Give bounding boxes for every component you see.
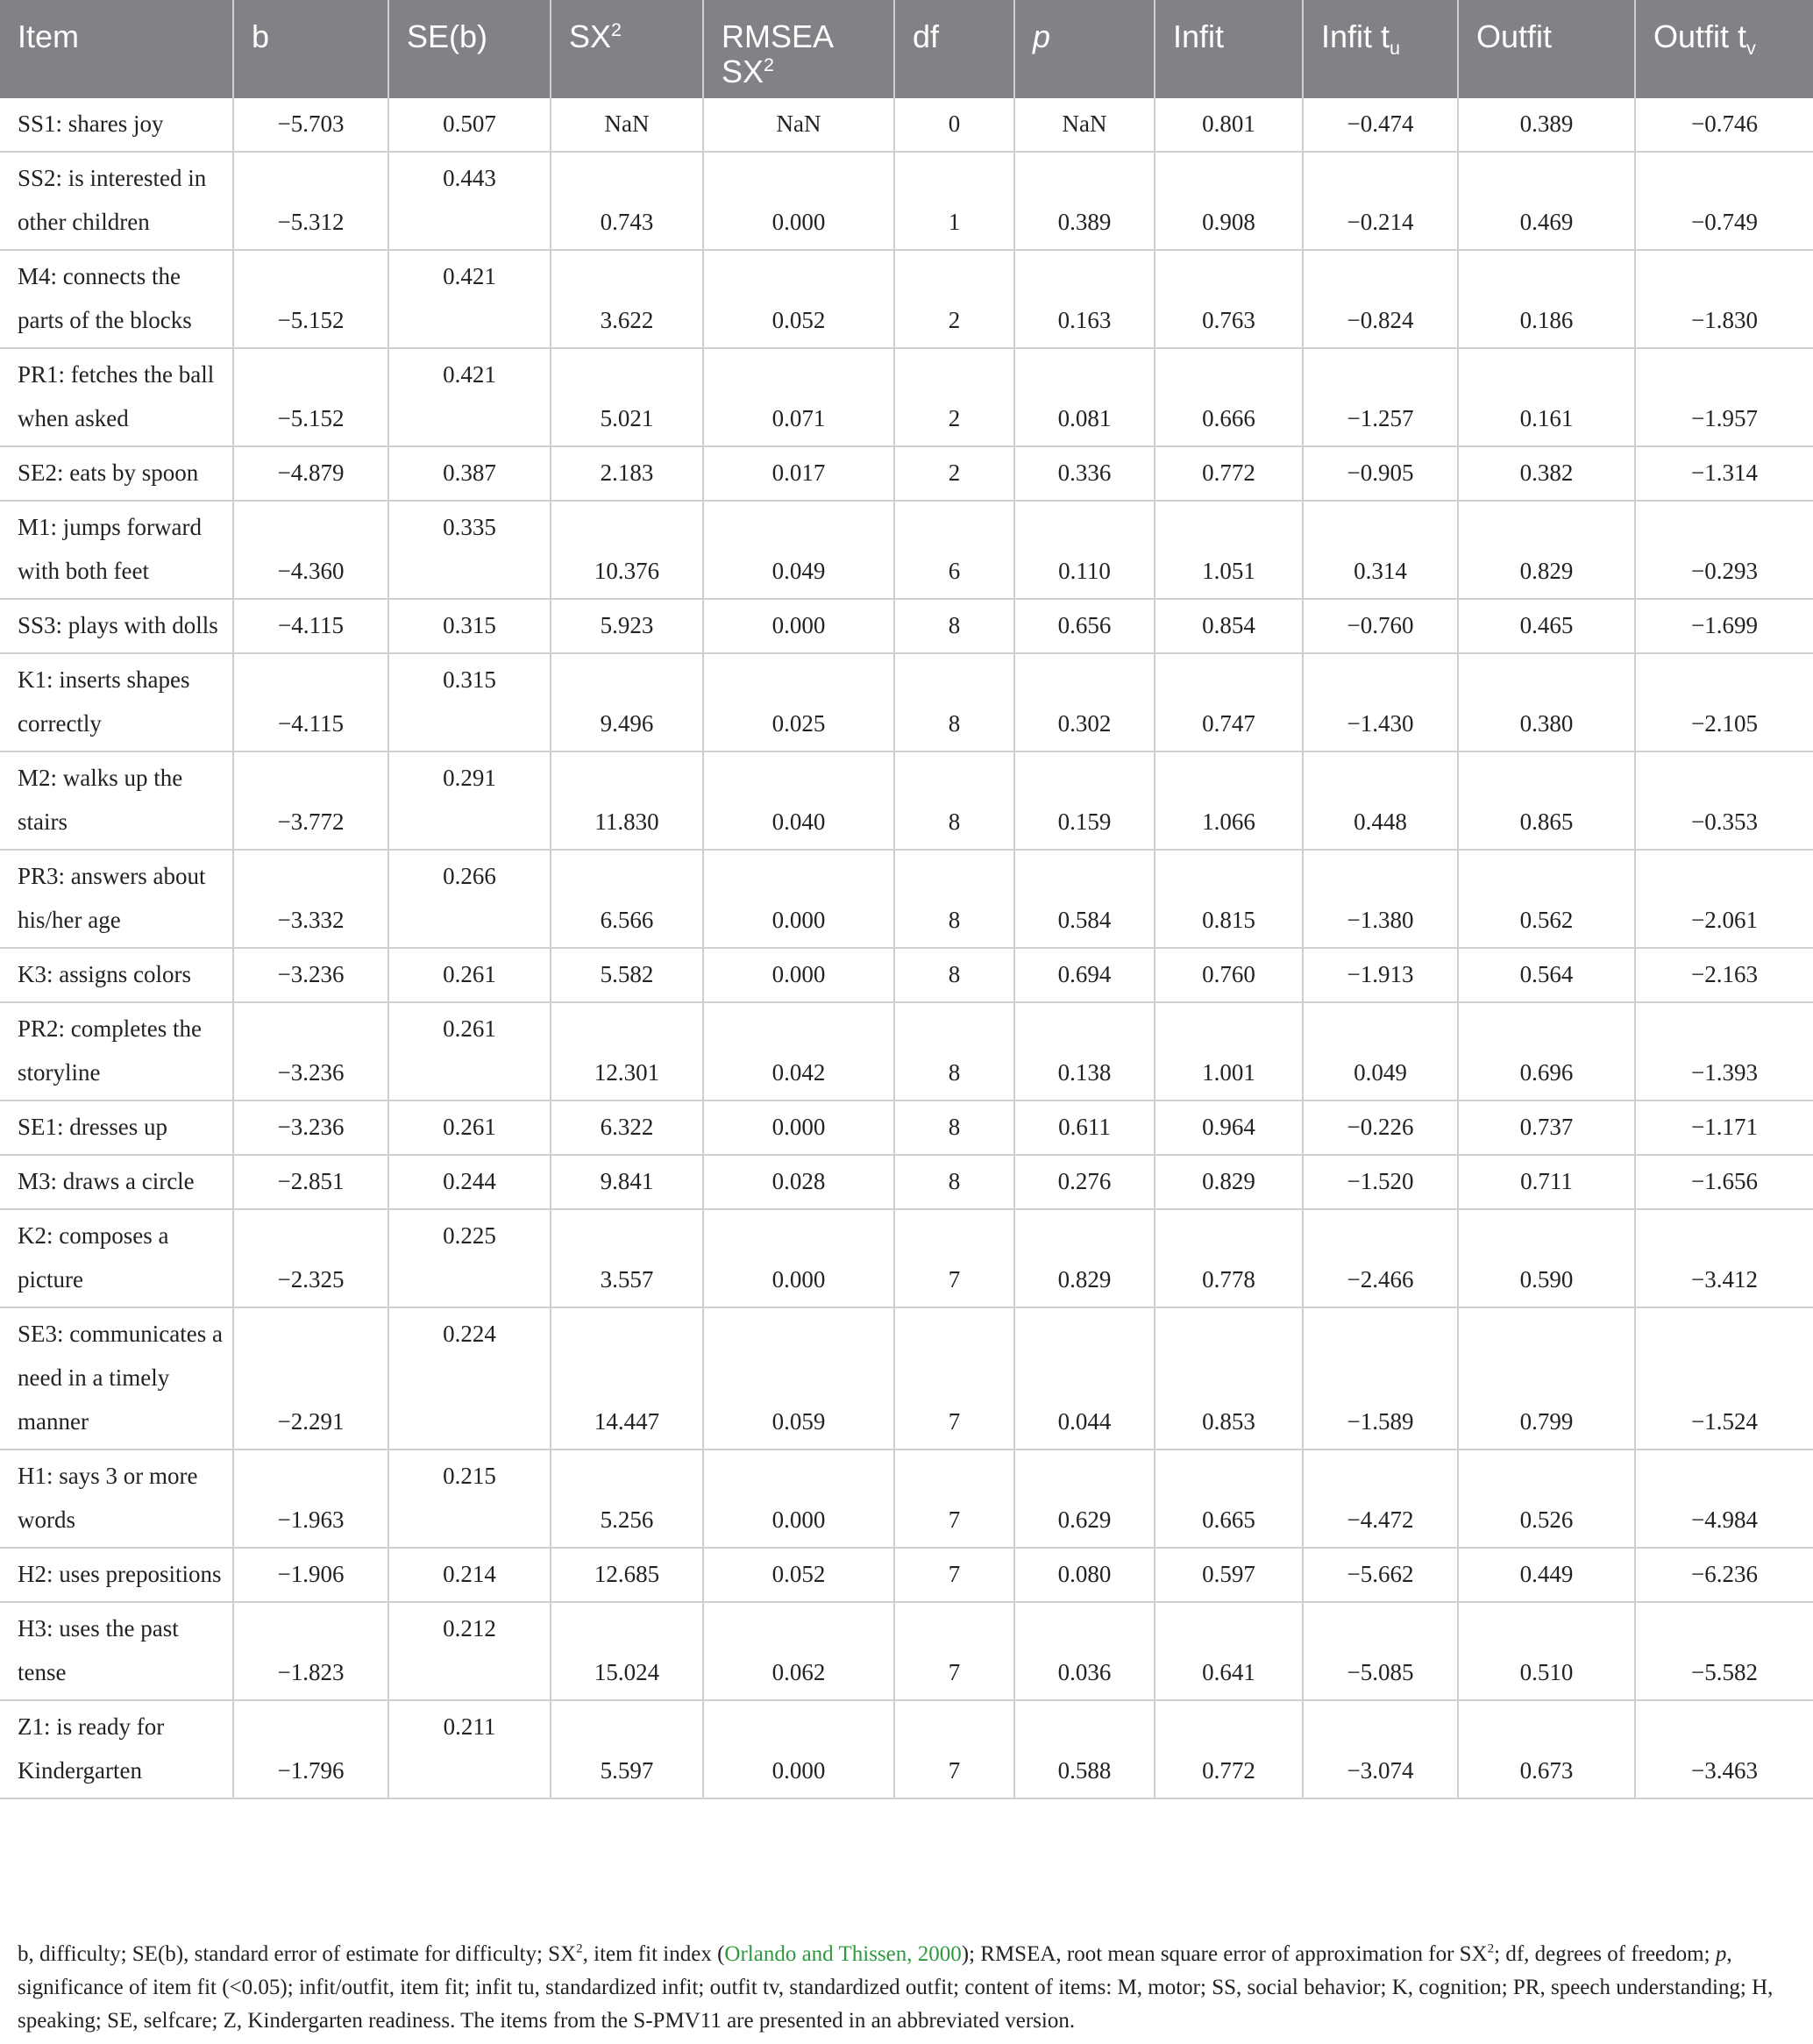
cell-b: −1.963 — [233, 1449, 388, 1548]
cell-outfit-tv: −1.524 — [1635, 1307, 1813, 1449]
cell-df: 8 — [894, 1100, 1014, 1155]
cell-df: 8 — [894, 1155, 1014, 1209]
table-row — [0, 1002, 1813, 1100]
cell-rmsea: 0.028 — [703, 1155, 894, 1209]
cell-df: 8 — [894, 599, 1014, 653]
cell-infit: 1.051 — [1155, 501, 1303, 599]
cell-p: 0.159 — [1014, 751, 1155, 850]
cell-outfit-tv: −0.746 — [1635, 98, 1813, 152]
cell-infit-tu: 0.448 — [1303, 751, 1458, 850]
cell-outfit: 0.590 — [1458, 1209, 1635, 1307]
cell-outfit: 0.510 — [1458, 1602, 1635, 1700]
cell-infit: 0.747 — [1155, 653, 1303, 751]
cell-infit: 0.778 — [1155, 1209, 1303, 1307]
cell-se: 0.215 — [388, 1449, 551, 1548]
cell-p: 0.584 — [1014, 850, 1155, 948]
cell-p: 0.656 — [1014, 599, 1155, 653]
cell-rmsea: 0.017 — [703, 446, 894, 501]
cell-df: 8 — [894, 653, 1014, 751]
cell-infit: 0.964 — [1155, 1100, 1303, 1155]
cell-p: 0.081 — [1014, 348, 1155, 446]
cell-rmsea: 0.040 — [703, 751, 894, 850]
cell-infit-tu: −1.589 — [1303, 1307, 1458, 1449]
cell-p: 0.629 — [1014, 1449, 1155, 1548]
cell-infit-tu: −2.466 — [1303, 1209, 1458, 1307]
cell-se: 0.225 — [388, 1209, 551, 1307]
cell-rmsea: NaN — [703, 98, 894, 152]
cell-outfit-tv: −6.236 — [1635, 1548, 1813, 1602]
table-row — [0, 948, 1813, 1002]
cell-b: −4.879 — [233, 446, 388, 501]
cell-outfit: 0.829 — [1458, 501, 1635, 599]
cell-outfit-tv: −5.582 — [1635, 1602, 1813, 1700]
cell-infit: 0.829 — [1155, 1155, 1303, 1209]
cell-df: 7 — [894, 1449, 1014, 1548]
cell-infit: 0.772 — [1155, 1700, 1303, 1798]
cell-infit-tu: −1.913 — [1303, 948, 1458, 1002]
cell-infit: 1.066 — [1155, 751, 1303, 850]
cell-infit: 0.760 — [1155, 948, 1303, 1002]
cell-b: −2.851 — [233, 1155, 388, 1209]
cell-p: 0.389 — [1014, 152, 1155, 250]
cell-outfit: 0.711 — [1458, 1155, 1635, 1209]
cell-b: −1.796 — [233, 1700, 388, 1798]
cell-se: 0.291 — [388, 751, 551, 850]
cell-b: −2.291 — [233, 1307, 388, 1449]
cell-infit-tu: −0.760 — [1303, 599, 1458, 653]
cell-outfit: 0.469 — [1458, 152, 1635, 250]
cell-b: −5.703 — [233, 98, 388, 152]
table-row — [0, 653, 1813, 751]
cell-item: SS1: shares joy — [0, 98, 233, 152]
table-row — [0, 98, 1813, 152]
cell-outfit: 0.465 — [1458, 599, 1635, 653]
cell-sx2: NaN — [551, 98, 703, 152]
cell-p: 0.163 — [1014, 250, 1155, 348]
table-row — [0, 348, 1813, 446]
cell-infit-tu: 0.049 — [1303, 1002, 1458, 1100]
table-row — [0, 1700, 1813, 1798]
cell-item: SE1: dresses up — [0, 1100, 233, 1155]
cell-sx2: 6.566 — [551, 850, 703, 948]
table-row — [0, 1548, 1813, 1602]
cell-outfit: 0.161 — [1458, 348, 1635, 446]
cell-df: 2 — [894, 250, 1014, 348]
cell-b: −5.152 — [233, 348, 388, 446]
header-se-b: SE(b) — [388, 0, 551, 98]
cell-outfit-tv: −1.656 — [1635, 1155, 1813, 1209]
cell-rmsea: 0.025 — [703, 653, 894, 751]
header-item: Item — [0, 0, 233, 98]
cell-item: SE2: eats by spoon — [0, 446, 233, 501]
cell-rmsea: 0.052 — [703, 250, 894, 348]
cell-outfit-tv: −1.699 — [1635, 599, 1813, 653]
cell-infit-tu: −1.380 — [1303, 850, 1458, 948]
cell-outfit-tv: −2.061 — [1635, 850, 1813, 948]
cell-se: 0.315 — [388, 653, 551, 751]
cell-df: 1 — [894, 152, 1014, 250]
cell-b: −3.332 — [233, 850, 388, 948]
cell-infit-tu: −5.662 — [1303, 1548, 1458, 1602]
cell-p: 0.336 — [1014, 446, 1155, 501]
cell-rmsea: 0.049 — [703, 501, 894, 599]
cell-outfit-tv: −1.957 — [1635, 348, 1813, 446]
cell-rmsea: 0.000 — [703, 599, 894, 653]
cell-rmsea: 0.052 — [703, 1548, 894, 1602]
cell-infit-tu: 0.314 — [1303, 501, 1458, 599]
cell-sx2: 5.256 — [551, 1449, 703, 1548]
cell-outfit: 0.382 — [1458, 446, 1635, 501]
cell-outfit-tv: −2.163 — [1635, 948, 1813, 1002]
cell-b: −4.360 — [233, 501, 388, 599]
cell-b: −5.152 — [233, 250, 388, 348]
cell-infit: 0.772 — [1155, 446, 1303, 501]
cell-sx2: 5.923 — [551, 599, 703, 653]
cell-outfit: 0.449 — [1458, 1548, 1635, 1602]
cell-sx2: 2.183 — [551, 446, 703, 501]
cell-item: H1: says 3 or more words — [0, 1449, 233, 1548]
cell-df: 0 — [894, 98, 1014, 152]
cell-outfit: 0.389 — [1458, 98, 1635, 152]
cell-sx2: 9.496 — [551, 653, 703, 751]
cell-item: SE3: communicates a need in a timely manner — [0, 1307, 233, 1449]
table-row — [0, 599, 1813, 653]
header-infit: Infit — [1155, 0, 1303, 98]
table-row — [0, 1209, 1813, 1307]
cell-df: 7 — [894, 1602, 1014, 1700]
cell-infit-tu: −0.905 — [1303, 446, 1458, 501]
header-rmsea-sx2: RMSEA $SX^2$ — [703, 0, 894, 98]
cell-b: −4.115 — [233, 653, 388, 751]
cell-infit-tu: −5.085 — [1303, 1602, 1458, 1700]
cell-se: 0.443 — [388, 152, 551, 250]
cell-sx2: 3.622 — [551, 250, 703, 348]
cell-outfit-tv: −1.393 — [1635, 1002, 1813, 1100]
cell-df: 8 — [894, 948, 1014, 1002]
cell-b: −5.312 — [233, 152, 388, 250]
cell-rmsea: 0.042 — [703, 1002, 894, 1100]
cell-rmsea: 0.000 — [703, 1449, 894, 1548]
cell-infit-tu: −3.074 — [1303, 1700, 1458, 1798]
table-row — [0, 751, 1813, 850]
cell-infit: 0.801 — [1155, 98, 1303, 152]
table-row — [0, 1100, 1813, 1155]
cell-se: 0.421 — [388, 250, 551, 348]
cell-sx2: 3.557 — [551, 1209, 703, 1307]
cell-item: PR3: answers about his/her age — [0, 850, 233, 948]
cell-outfit-tv: −0.293 — [1635, 501, 1813, 599]
cell-se: 0.261 — [388, 1002, 551, 1100]
cell-rmsea: 0.062 — [703, 1602, 894, 1700]
table-row — [0, 1602, 1813, 1700]
cell-outfit: 0.562 — [1458, 850, 1635, 948]
cell-se: 0.261 — [388, 1100, 551, 1155]
table-row — [0, 446, 1813, 501]
cell-sx2: 11.830 — [551, 751, 703, 850]
cell-outfit: 0.865 — [1458, 751, 1635, 850]
header-outfit-tv: Outfit $t_v$ — [1635, 0, 1813, 98]
cell-outfit: 0.186 — [1458, 250, 1635, 348]
cell-se: 0.212 — [388, 1602, 551, 1700]
cell-outfit-tv: −1.314 — [1635, 446, 1813, 501]
cell-item: H2: uses prepositions — [0, 1548, 233, 1602]
cell-outfit-tv: −3.463 — [1635, 1700, 1813, 1798]
cell-se: 0.507 — [388, 98, 551, 152]
cell-outfit: 0.673 — [1458, 1700, 1635, 1798]
cell-se: 0.244 — [388, 1155, 551, 1209]
cell-infit: 0.908 — [1155, 152, 1303, 250]
table-header-row — [0, 0, 1813, 98]
cell-outfit-tv: −1.830 — [1635, 250, 1813, 348]
cell-se: 0.224 — [388, 1307, 551, 1449]
cell-infit-tu: −1.257 — [1303, 348, 1458, 446]
cell-infit: 0.763 — [1155, 250, 1303, 348]
header-sx2: $SX^2$ — [551, 0, 703, 98]
cell-sx2: 14.447 — [551, 1307, 703, 1449]
cell-df: 2 — [894, 446, 1014, 501]
header-p: p — [1014, 0, 1155, 98]
cell-b: −4.115 — [233, 599, 388, 653]
cell-item: K1: inserts shapes correctly — [0, 653, 233, 751]
citation-link[interactable]: Orlando and Thissen, 2000 — [724, 1942, 962, 1966]
cell-b: −3.236 — [233, 1100, 388, 1155]
cell-se: 0.261 — [388, 948, 551, 1002]
table-row — [0, 501, 1813, 599]
cell-df: 8 — [894, 1002, 1014, 1100]
cell-infit: 1.001 — [1155, 1002, 1303, 1100]
cell-rmsea: 0.000 — [703, 948, 894, 1002]
cell-item: M1: jumps forward with both feet — [0, 501, 233, 599]
cell-rmsea: 0.000 — [703, 1100, 894, 1155]
table-row — [0, 152, 1813, 250]
cell-infit-tu: −1.520 — [1303, 1155, 1458, 1209]
cell-sx2: 0.743 — [551, 152, 703, 250]
cell-b: −1.906 — [233, 1548, 388, 1602]
cell-outfit-tv: −0.353 — [1635, 751, 1813, 850]
cell-sx2: 6.322 — [551, 1100, 703, 1155]
cell-rmsea: 0.000 — [703, 152, 894, 250]
cell-infit: 0.815 — [1155, 850, 1303, 948]
cell-se: 0.266 — [388, 850, 551, 948]
cell-rmsea: 0.000 — [703, 850, 894, 948]
cell-item: PR1: fetches the ball when asked — [0, 348, 233, 446]
cell-se: 0.421 — [388, 348, 551, 446]
cell-sx2: 5.021 — [551, 348, 703, 446]
cell-p: NaN — [1014, 98, 1155, 152]
cell-infit-tu: −0.226 — [1303, 1100, 1458, 1155]
cell-item: M4: connects the parts of the blocks — [0, 250, 233, 348]
cell-sx2: 5.582 — [551, 948, 703, 1002]
cell-p: 0.080 — [1014, 1548, 1155, 1602]
cell-p: 0.611 — [1014, 1100, 1155, 1155]
table-footnote: b, difficulty; SE(b), standard error of estimate for difficulty; $SX^2$, item fit index (Orlando and Thissen, 2000); RMSEA, root mean square error of approximation for $SX^2$; df, degrees of freedom; p, significance of item fit (<0.05); infit/outfit, item fit; infit tu, standardized infit; outfit tv, standardized outfit; content of items: M, motor; SS, social behavior; K, cognition; PR, speech understanding; H, speaking; SE, selfcare; Z, Kindergarten readiness. The items from the S-PMV11 are presented in an abbreviated version. — [18, 1941, 1774, 2033]
cell-outfit-tv: −4.984 — [1635, 1449, 1813, 1548]
cell-infit-tu: −0.824 — [1303, 250, 1458, 348]
header-outfit: Outfit — [1458, 0, 1635, 98]
cell-p: 0.036 — [1014, 1602, 1155, 1700]
cell-infit-tu: −0.214 — [1303, 152, 1458, 250]
cell-sx2: 9.841 — [551, 1155, 703, 1209]
cell-infit: 0.597 — [1155, 1548, 1303, 1602]
cell-df: 6 — [894, 501, 1014, 599]
cell-b: −1.823 — [233, 1602, 388, 1700]
cell-se: 0.387 — [388, 446, 551, 501]
table-row — [0, 850, 1813, 948]
cell-df: 7 — [894, 1548, 1014, 1602]
cell-sx2: 12.685 — [551, 1548, 703, 1602]
cell-outfit: 0.380 — [1458, 653, 1635, 751]
cell-rmsea: 0.059 — [703, 1307, 894, 1449]
cell-infit-tu: −1.430 — [1303, 653, 1458, 751]
cell-df: 8 — [894, 850, 1014, 948]
cell-p: 0.694 — [1014, 948, 1155, 1002]
cell-outfit: 0.799 — [1458, 1307, 1635, 1449]
cell-outfit: 0.737 — [1458, 1100, 1635, 1155]
cell-infit: 0.641 — [1155, 1602, 1303, 1700]
cell-item: M3: draws a circle — [0, 1155, 233, 1209]
cell-sx2: 12.301 — [551, 1002, 703, 1100]
cell-p: 0.588 — [1014, 1700, 1155, 1798]
cell-outfit: 0.526 — [1458, 1449, 1635, 1548]
cell-rmsea: 0.000 — [703, 1700, 894, 1798]
table-row — [0, 1155, 1813, 1209]
cell-df: 2 — [894, 348, 1014, 446]
header-b: b — [233, 0, 388, 98]
cell-se: 0.214 — [388, 1548, 551, 1602]
cell-infit-tu: −0.474 — [1303, 98, 1458, 152]
cell-df: 8 — [894, 751, 1014, 850]
cell-item: SS3: plays with dolls — [0, 599, 233, 653]
table-row — [0, 1307, 1813, 1449]
header-infit-tu: Infit $t_u$ — [1303, 0, 1458, 98]
cell-p: 0.044 — [1014, 1307, 1155, 1449]
cell-p: 0.302 — [1014, 653, 1155, 751]
cell-p: 0.276 — [1014, 1155, 1155, 1209]
cell-infit: 0.666 — [1155, 348, 1303, 446]
cell-outfit: 0.564 — [1458, 948, 1635, 1002]
cell-sx2: 5.597 — [551, 1700, 703, 1798]
cell-df: 7 — [894, 1700, 1014, 1798]
cell-infit: 0.853 — [1155, 1307, 1303, 1449]
cell-b: −3.236 — [233, 1002, 388, 1100]
cell-p: 0.110 — [1014, 501, 1155, 599]
cell-item: PR2: completes the storyline — [0, 1002, 233, 1100]
cell-infit: 0.854 — [1155, 599, 1303, 653]
cell-infit-tu: −4.472 — [1303, 1449, 1458, 1548]
table-row — [0, 1449, 1813, 1548]
cell-se: 0.211 — [388, 1700, 551, 1798]
cell-df: 7 — [894, 1307, 1014, 1449]
header-df: df — [894, 0, 1014, 98]
cell-b: −2.325 — [233, 1209, 388, 1307]
cell-rmsea: 0.000 — [703, 1209, 894, 1307]
cell-item: K2: composes a picture — [0, 1209, 233, 1307]
cell-b: −3.236 — [233, 948, 388, 1002]
cell-item: SS2: is interested in other children — [0, 152, 233, 250]
cell-sx2: 15.024 — [551, 1602, 703, 1700]
cell-se: 0.335 — [388, 501, 551, 599]
cell-p: 0.829 — [1014, 1209, 1155, 1307]
cell-outfit-tv: −0.749 — [1635, 152, 1813, 250]
cell-b: −3.772 — [233, 751, 388, 850]
cell-outfit-tv: −1.171 — [1635, 1100, 1813, 1155]
cell-se: 0.315 — [388, 599, 551, 653]
cell-outfit-tv: −3.412 — [1635, 1209, 1813, 1307]
cell-outfit: 0.696 — [1458, 1002, 1635, 1100]
cell-df: 7 — [894, 1209, 1014, 1307]
cell-sx2: 10.376 — [551, 501, 703, 599]
cell-infit: 0.665 — [1155, 1449, 1303, 1548]
cell-item: M2: walks up the stairs — [0, 751, 233, 850]
table-row — [0, 250, 1813, 348]
cell-rmsea: 0.071 — [703, 348, 894, 446]
cell-item: K3: assigns colors — [0, 948, 233, 1002]
cell-outfit-tv: −2.105 — [1635, 653, 1813, 751]
table-body — [0, 98, 1813, 1798]
cell-item: H3: uses the past tense — [0, 1602, 233, 1700]
cell-item: Z1: is ready for Kindergarten — [0, 1700, 233, 1798]
cell-p: 0.138 — [1014, 1002, 1155, 1100]
